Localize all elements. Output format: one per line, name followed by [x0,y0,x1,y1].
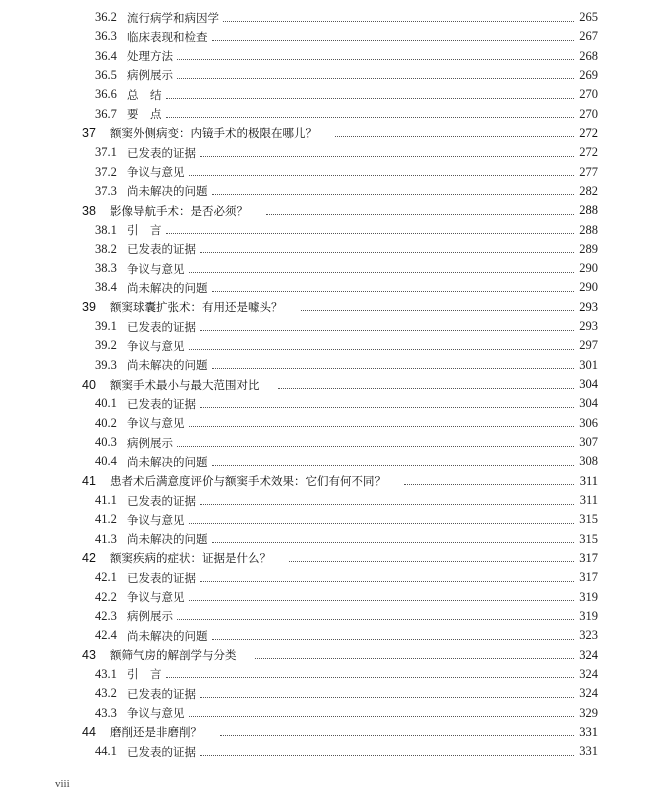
dot-leader [200,155,574,157]
entry-title: 已发表的证据 [127,493,196,508]
entry-title: 尚未解决的问题 [127,280,208,295]
entry-title: 引 言 [127,223,162,238]
dot-leader [220,734,574,736]
entry-number: 41 [82,474,96,489]
entry-page-number: 269 [579,67,598,82]
dot-leader [335,135,574,137]
entry-number: 42.1 [95,570,117,585]
entry-page-number: 319 [579,589,598,604]
entry-title: 争议与意见 [127,512,185,527]
entry-number: 41.2 [95,512,117,527]
dot-leader [189,715,575,717]
entry-number: 37 [82,126,96,141]
toc-chapter-entry[interactable] [82,201,598,220]
toc-section-entry[interactable] [95,742,598,761]
entry-number: 38.2 [95,241,117,256]
entry-number: 37.1 [95,145,117,160]
dot-leader [189,174,575,176]
dot-leader [200,696,574,698]
entry-title: 总 结 [127,87,162,102]
dot-leader [200,503,574,505]
toc-section-entry[interactable] [95,317,598,336]
toc-section-entry[interactable] [95,8,598,27]
entry-number: 40 [82,377,96,392]
entry-title: 争议与意见 [127,165,185,180]
toc-section-entry[interactable] [95,240,598,259]
toc-section-entry[interactable] [95,588,598,607]
toc-section-entry[interactable] [95,704,598,723]
dot-leader [200,406,574,408]
entry-page-number: 315 [579,512,598,527]
entry-number: 38.1 [95,222,117,237]
dot-leader [289,560,574,562]
toc-section-entry[interactable] [95,510,598,529]
dot-leader [177,618,574,620]
toc-section-entry[interactable] [95,143,598,162]
entry-number: 38 [82,203,96,218]
entry-page-number: 272 [579,145,598,160]
toc-section-entry[interactable] [95,665,598,684]
entry-number: 42 [82,551,96,566]
entry-title: 已发表的证据 [127,319,196,334]
entry-page-number: 319 [579,608,598,623]
entry-title: 争议与意见 [127,416,185,431]
dot-leader [189,425,575,427]
toc-section-entry[interactable] [95,278,598,297]
toc-chapter-entry[interactable] [82,375,598,394]
entry-number: 39.2 [95,338,117,353]
entry-page-number: 293 [579,319,598,334]
entry-title: 临床表现和检查 [127,29,208,44]
entry-title: 额筛气房的解剖学与分类 [110,648,237,663]
toc-section-entry[interactable] [95,394,598,413]
entry-number: 37.2 [95,164,117,179]
entry-page-number: 329 [579,705,598,720]
entry-number: 44.1 [95,744,117,759]
entry-page-number: 317 [579,570,598,585]
dot-leader [166,97,575,99]
entry-title: 争议与意见 [127,261,185,276]
entry-number: 43 [82,648,96,663]
entry-title: 争议与意见 [127,590,185,605]
entry-title: 引 言 [127,667,162,682]
entry-number: 40.1 [95,396,117,411]
entry-page-number: 311 [579,493,598,507]
entry-number: 36.3 [95,29,117,44]
entry-title: 磨削还是非磨削？ [110,725,202,740]
entry-number: 42.4 [95,628,117,643]
entry-page-number: 306 [579,415,598,430]
entry-number: 40.3 [95,435,117,450]
entry-number: 40.2 [95,415,117,430]
entry-number: 43.2 [95,686,117,701]
dot-leader [200,580,574,582]
entry-title: 尚未解决的问题 [127,358,208,373]
entry-number: 42.2 [95,589,117,604]
entry-title: 处理方法 [127,49,173,64]
entry-title: 尚未解决的问题 [127,628,208,643]
entry-page-number: 293 [579,299,598,314]
entry-page-number: 288 [579,203,598,218]
entry-title: 额窦外侧病变：内镜手术的极限在哪儿？ [110,126,317,141]
entry-title: 已发表的证据 [127,396,196,411]
toc-section-entry[interactable] [95,259,598,278]
toc-section-entry[interactable] [95,530,598,549]
entry-page-number: 288 [579,222,598,237]
entry-number: 39.1 [95,319,117,334]
entry-page-number: 270 [579,106,598,121]
entry-title: 额窦手术最小与最大范围对比 [110,377,260,392]
dot-leader [189,522,575,524]
toc-section-entry[interactable] [95,27,598,46]
dot-leader [278,387,575,389]
dot-leader [177,77,574,79]
entry-page-number: 297 [579,338,598,353]
entry-page-number: 317 [579,550,598,565]
entry-page-number: 324 [579,647,598,662]
entry-page-number: 282 [579,183,598,198]
entry-page-number: 324 [579,686,598,701]
dot-leader [301,309,575,311]
toc-section-entry[interactable] [95,105,598,124]
toc-section-entry[interactable] [95,356,598,375]
toc-chapter-entry[interactable] [82,472,598,491]
page-number-footer: viii [55,778,70,790]
dot-leader [404,483,574,485]
entry-number: 36.4 [95,48,117,63]
entry-title: 额窦球囊扩张术：有用还是噱头？ [110,300,283,315]
entry-number: 38.3 [95,261,117,276]
dot-leader [200,329,574,331]
entry-title: 病例展示 [127,609,173,624]
entry-title: 已发表的证据 [127,242,196,257]
toc-section-entry[interactable] [95,85,598,104]
entry-title: 尚未解决的问题 [127,184,208,199]
entry-title: 要 点 [127,107,162,122]
dot-leader [177,58,574,60]
toc-chapter-entry[interactable] [82,124,598,143]
entry-title: 影像导航手术：是否必须？ [110,203,248,218]
dot-leader [223,20,574,22]
entry-number: 36.6 [95,87,117,102]
entry-page-number: 268 [579,48,598,63]
entry-title: 尚未解决的问题 [127,454,208,469]
entry-page-number: 323 [579,628,598,643]
entry-page-number: 315 [579,531,598,546]
entry-page-number: 307 [579,435,598,450]
entry-title: 已发表的证据 [127,570,196,585]
toc-section-entry[interactable] [95,626,598,645]
toc-section-entry[interactable] [95,433,598,452]
entry-title: 已发表的证据 [127,686,196,701]
dot-leader [266,213,574,215]
entry-page-number: 301 [579,357,598,372]
entry-page-number: 324 [579,666,598,681]
entry-number: 36.7 [95,106,117,121]
entry-page-number: 289 [579,241,598,256]
dot-leader [200,251,574,253]
toc-section-entry[interactable] [95,607,598,626]
toc-section-entry[interactable] [95,47,598,66]
toc-section-entry[interactable] [95,182,598,201]
entry-number: 44 [82,725,96,740]
dot-leader [255,657,575,659]
dot-leader [166,676,575,678]
dot-leader [166,232,575,234]
toc-section-entry[interactable] [95,66,598,85]
toc-section-entry[interactable] [95,491,598,510]
entry-page-number: 311 [579,473,598,488]
entry-number: 39.3 [95,357,117,372]
entry-title: 病例展示 [127,68,173,83]
entry-number: 38.4 [95,280,117,295]
entry-title: 患者术后满意度评价与额窦手术效果：它们有何不同？ [110,474,386,489]
toc-chapter-entry[interactable] [82,646,598,665]
entry-page-number: 270 [579,87,598,102]
entry-title: 已发表的证据 [127,145,196,160]
toc-section-entry[interactable] [95,684,598,703]
entry-page-number: 272 [579,125,598,140]
entry-number: 37.3 [95,183,117,198]
entry-page-number: 331 [579,744,598,759]
entry-number: 43.1 [95,666,117,681]
entry-title: 争议与意见 [127,706,185,721]
entry-page-number: 304 [579,377,598,392]
dot-leader [212,290,575,292]
dot-leader [212,367,575,369]
dot-leader [212,464,575,466]
dot-leader [200,754,574,756]
entry-page-number: 277 [579,164,598,179]
toc-section-entry[interactable] [95,568,598,587]
entry-number: 42.3 [95,608,117,623]
toc-chapter-entry[interactable] [82,723,598,742]
entry-number: 36.5 [95,67,117,82]
dot-leader [189,348,575,350]
entry-title: 已发表的证据 [127,744,196,759]
entry-number: 40.4 [95,454,117,469]
dot-leader [212,193,575,195]
entry-page-number: 265 [579,10,598,24]
entry-title: 流行病学和病因学 [127,10,219,25]
entry-title: 尚未解决的问题 [127,532,208,547]
dot-leader [189,271,575,273]
dot-leader [212,638,575,640]
entry-title: 争议与意见 [127,338,185,353]
entry-number: 36.2 [95,10,117,24]
toc-chapter-entry[interactable] [82,549,598,568]
toc-section-entry[interactable] [95,163,598,182]
entry-page-number: 290 [579,280,598,295]
toc-section-entry[interactable] [95,336,598,355]
entry-page-number: 267 [579,29,598,44]
entry-number: 39 [82,300,96,315]
dot-leader [212,39,575,41]
entry-page-number: 304 [579,396,598,411]
entry-page-number: 290 [579,261,598,276]
entry-page-number: 331 [579,724,598,739]
toc-section-entry[interactable] [95,221,598,240]
dot-leader [177,445,574,447]
dot-leader [212,541,575,543]
entry-number: 43.3 [95,705,117,720]
entry-number: 41.1 [95,493,117,507]
entry-title: 额窦疾病的症状：证据是什么？ [110,551,271,566]
toc-section-entry[interactable] [95,414,598,433]
toc-section-entry[interactable] [95,452,598,471]
toc-chapter-entry[interactable] [82,298,598,317]
entry-number: 41.3 [95,531,117,546]
entry-page-number: 308 [579,454,598,469]
dot-leader [189,599,575,601]
entry-title: 病例展示 [127,435,173,450]
dot-leader [166,116,575,118]
